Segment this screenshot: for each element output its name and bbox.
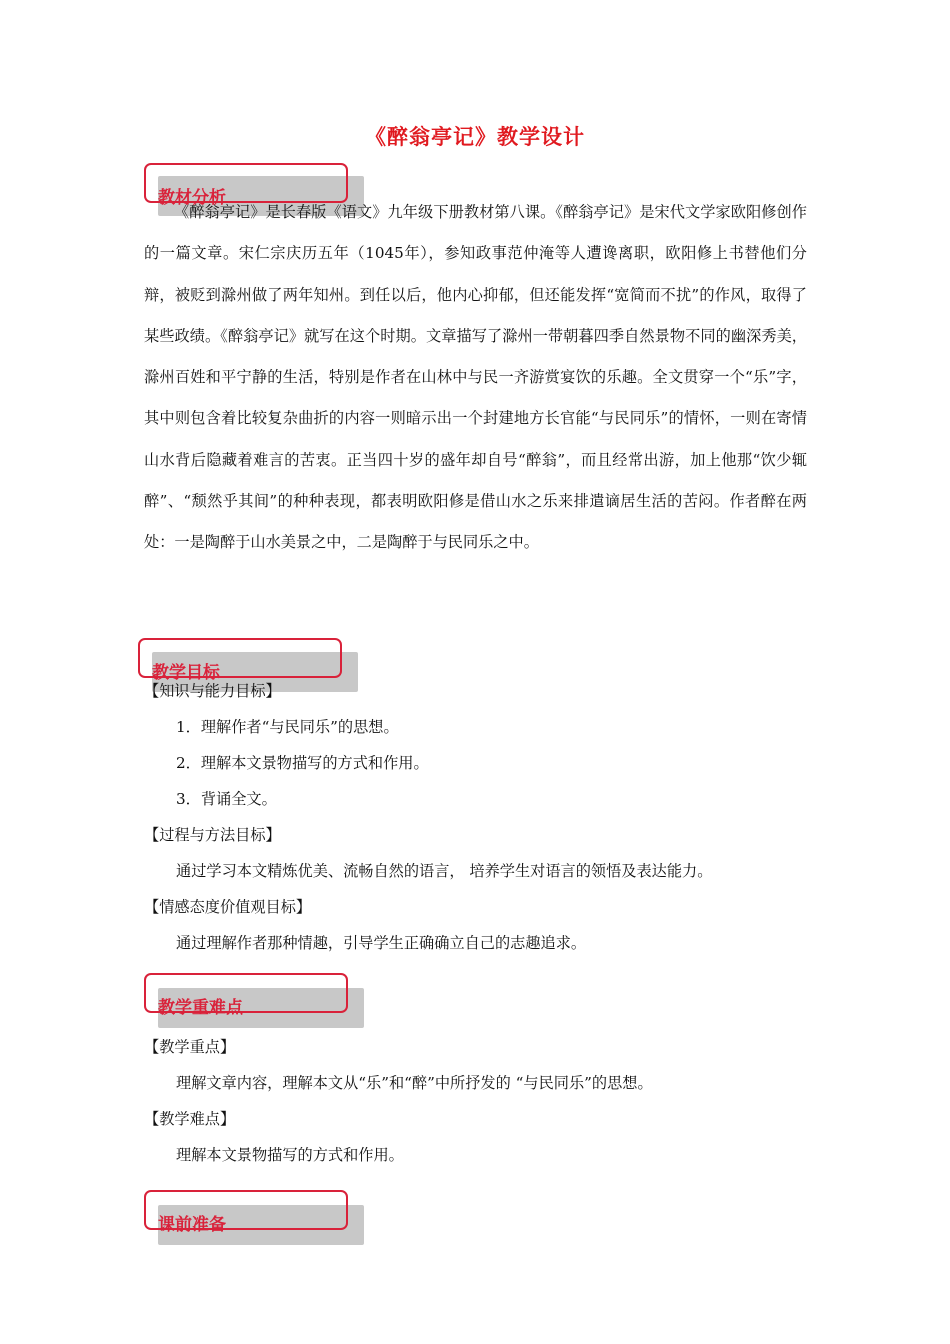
goal-item: 3．背诵全文。 [176,790,277,808]
document-title: 《醉翁亭记》教学设计 [365,125,585,149]
emotion-goals-text: 通过理解作者那种情趣，引导学生正确确立自己的志趣追求。 [176,934,587,952]
emotion-goals-label: 【情感态度价值观目标】 [144,898,312,916]
analysis-paragraph: 《醉翁亭记》是长春版《语文》九年级下册教材第八课。《醉翁亭记》是宋代文学家欧阳修创作的一篇文章。宋仁宗庆历五年（1045年），参知政事范仲淹等人遭谗离职，欧阳修上书替他们分辩，被贬到滁州做了两年知州。到任以后，他内心抑郁，但还能发挥“宽简而不扰”的作风，取得了某些政绩。《醉翁亭记》就写在这个时期。文章描写了滁州一带朝暮四季自然景物不同的幽深秀美，滁州百姓和平宁静的生活，特别是作者在山林中与民一齐游赏宴饮的乐趣。全文贯穿一个“乐”字，其中则包含着比较复杂曲折的内容一则暗示出一个封建地方长官能“与民同乐”的情怀，一则在寄情山水背后隐藏着难言的苦衷。正当四十岁的盛年却自号“醉翁”，而且经常出游，加上他那“饮少辄醉”、“颓然乎其间”的种种表现，都表明欧阳修是借山水之乐来排遣谪居生活的苦闷。作者醉在两处：一是陶醉于山水美景之中，二是陶醉于与民同乐之中。 [144,203,807,552]
goal-item: 1．理解作者“与民同乐”的思想。 [176,718,399,736]
difficulty-text: 理解本文景物描写的方式和作用。 [176,1146,404,1164]
process-goals-label: 【过程与方法目标】 [144,826,281,844]
section-heading-key-points: 教学重难点 [158,998,243,1018]
section-heading-preparation: 课前准备 [158,1215,226,1235]
section-heading-goals: 教学目标 [152,663,220,683]
focus-label: 【教学重点】 [144,1038,236,1056]
process-goals-text: 通过学习本文精炼优美、流畅自然的语言， 培养学生对语言的领悟及表达能力。 [176,862,713,880]
focus-text: 理解文章内容，理解本文从“乐”和“醉”中所抒发的 “与民同乐”的思想。 [176,1074,653,1092]
section-heading-analysis: 教材分析 [158,188,226,208]
knowledge-goals-label: 【知识与能力目标】 [144,682,281,700]
difficulty-label: 【教学难点】 [144,1110,236,1128]
goal-item: 2．理解本文景物描写的方式和作用。 [176,754,429,772]
